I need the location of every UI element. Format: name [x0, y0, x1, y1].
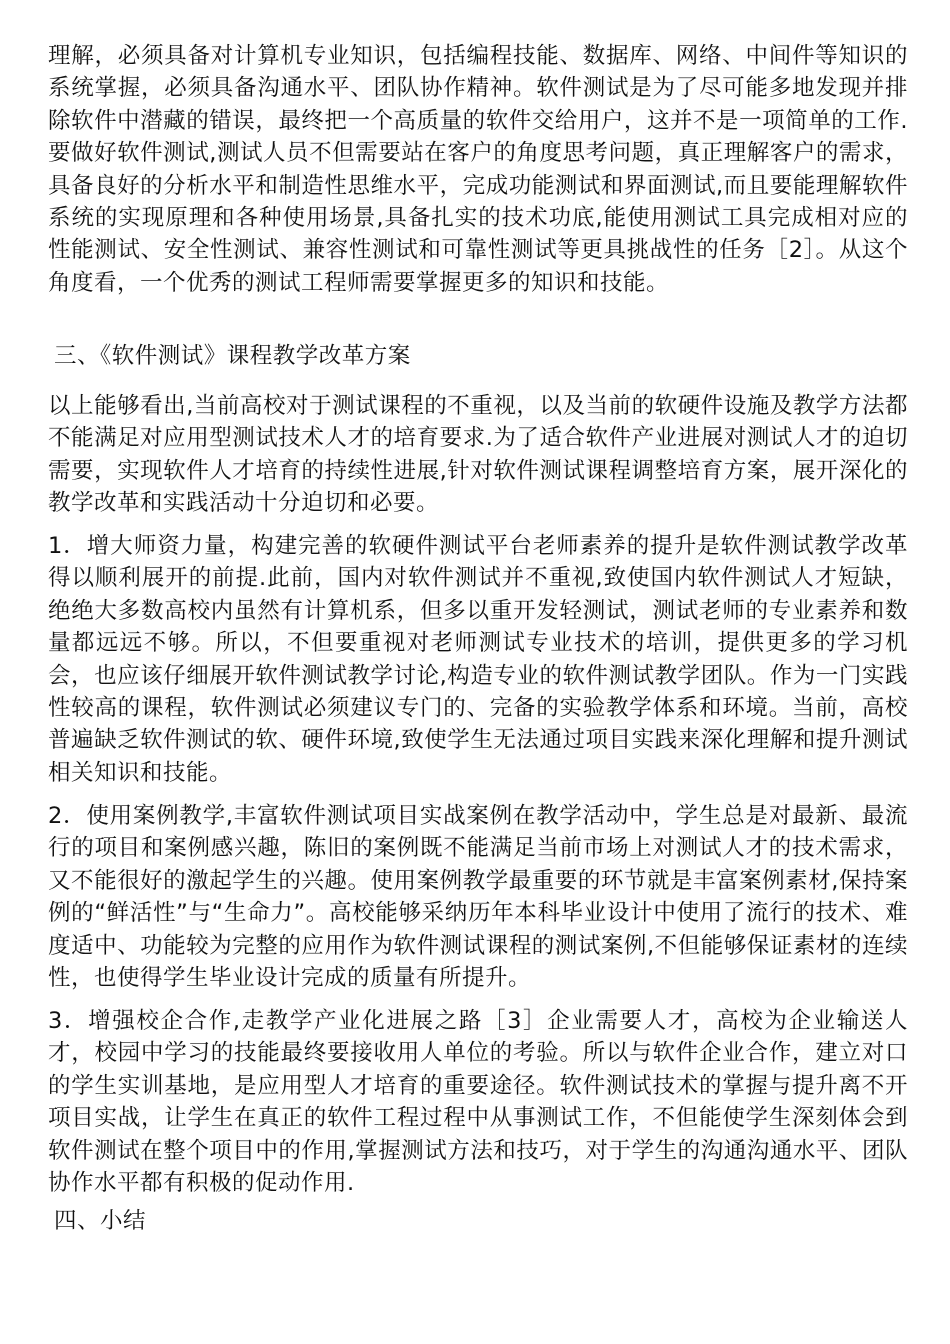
paragraph-reform-intro: 以上能够看出,当前高校对于测试课程的不重视，以及当前的软硬件设施及教学方法都不能满足对应用型测试技术人才的培育要求.为了适合软件产业进展对测试人才的迫切需要，实现软件人才培育的持续性进展,针对软件测试课程调整培育方案，展开深化的教学改革和实践活动十分迫切和必要。	[48, 393, 908, 517]
section-heading-4: 四、小结	[54, 1208, 147, 1234]
section-heading-3: 三、《软件测试》课程教学改革方案	[54, 343, 411, 369]
paragraph-item-2: 2．使用案例教学,丰富软件测试项目实战案例在教学活动中，学生总是对最新、最流行的项目和案例感兴趣，陈旧的案例既不能满足当前市场上对测试人才的技术需求，又不能很好的激起学生的兴趣。使用案例教学最重要的环节就是丰富案例素材,保持案例的“鲜活性”与“生命力”。高校能够采纳历年本科毕业设计中使用了流行的技术、难度适中、功能较为完整的应用作为软件测试课程的测试案例,不但能够保证素材的连续性，也使得学生毕业设计完成的质量有所提升。	[48, 803, 908, 992]
paragraph-item-1: 1．增大师资力量，构建完善的软硬件测试平台老师素养的提升是软件测试教学改革得以顺利展开的前提.此前，国内对软件测试并不重视,致使国内软件测试人才短缺，绝绝大多数高校内虽然有计算机系，但多以重开发轻测试，测试老师的专业素养和数量都远远不够。所以，不但要重视对老师测试专业技术的培训，提供更多的学习机会，也应该仔细展开软件测试教学讨论,构造专业的软件测试教学团队。作为一门实践性较高的课程，软件测试必须建议专门的、完备的实验教学体系和环境。当前，高校普遍缺乏软件测试的软、硬件环境,致使学生无法通过项目实践来深化理解和提升测试相关知识和技能。	[48, 533, 908, 786]
paragraph-tester-skills: 理解，必须具备对计算机专业知识，包括编程技能、数据库、网络、中间件等知识的系统掌握，必须具备沟通水平、团队协作精神。软件测试是为了尽可能多地发现并排除软件中潜藏的错误，最终把一个高质量的软件交给用户，这并不是一项简单的工作.要做好软件测试,测试人员不但需要站在客户的角度思考问题，真正理解客户的需求，具备良好的分析水平和制造性思维水平，完成功能测试和界面测试,而且要能理解软件系统的实现原理和各种使用场景,具备扎实的技术功底,能使用测试工具完成相对应的性能测试、安全性测试、兼容性测试和可靠性测试等更具挑战性的任务［2］。从这个角度看，一个优秀的测试工程师需要掌握更多的知识和技能。	[48, 43, 908, 296]
paragraph-item-3: 3．增强校企合作,走教学产业化进展之路［3］企业需要人才，高校为企业输送人才，校园中学习的技能最终要接收用人单位的考验。所以与软件企业合作，建立对口的学生实训基地，是应用型人才培育的重要途径。软件测试技术的掌握与提升离不开项目实战，让学生在真正的软件工程过程中从事测试工作，不但能使学生深刻体会到软件测试在整个项目中的作用,掌握测试方法和技巧，对于学生的沟通沟通水平、团队协作水平都有积极的促动作用.	[48, 1008, 908, 1197]
